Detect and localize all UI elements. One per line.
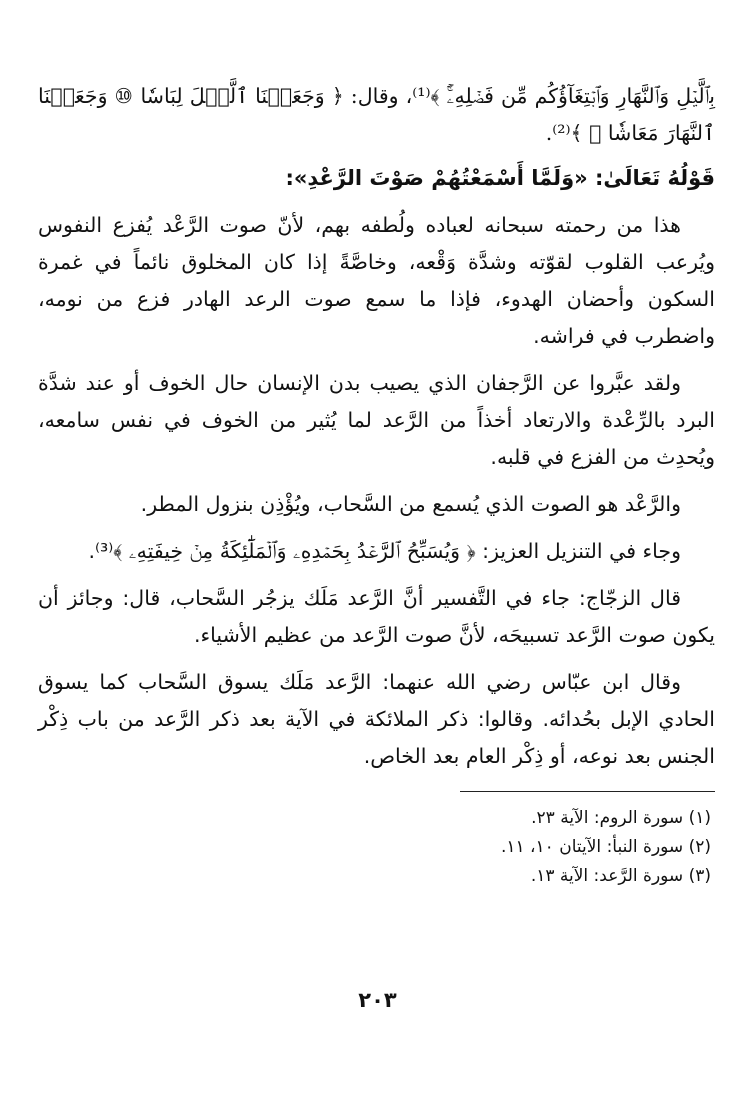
page-number: ٢٠٣ [358, 988, 397, 1012]
footnote-divider [460, 791, 715, 792]
paragraph-zajjaj: قال الزجّاج: جاء في التَّفسير أنَّ الرَّعد مَلَك يزجُر السَّحاب، قال: وجائز أن يكون صوت الرَّعد تسبيحَه، لأنَّ صوت الرَّعد من عظيم الأشياء. [38, 586, 715, 647]
paragraph-ibn-abbas: وقال ابن عبّاس رضي الله عنهما: الرَّعد مَلَك يسوق السَّحاب كما يسوق الحادي الإبل بحُدائه. وقالوا: ذكر الملائكة في الآية بعد ذكر الرَّعد من باب ذِكْر الجنس بعد نوعه، أو ذِكْر العام بعد الخاص. [38, 670, 715, 768]
paragraph-quran-citation: وجاء في التنزيل العزيز: ﴿ وَيُسَبِّحُ ٱلرَّعۡدُ بِحَمۡدِهِۦ وَٱلۡمَلَٰٓئِكَةُ مِنۡ خِيفَتِهِۦ ﴾⁽³⁾. [88, 539, 681, 563]
section-heading: قَوْلُهُ تَعَالَىٰ: «وَلَمَّا أَسْمَعْتُهُمْ صَوْتَ الرَّعْدِ»: [285, 166, 715, 190]
paragraph-trembling: ولقد عبَّروا عن الرَّجفان الذي يصيب بدن الإنسان حال الخوف أو عند شدَّة البرد بالرِّعْدة والارتعاد أخذاً من الرَّعد لما يُثير من الخوف في نفس سامعه، ويُحدِث من الفزع في قلبه. [38, 371, 715, 469]
paragraph-thunder-definition: والرَّعْد هو الصوت الذي يُسمع من السَّحاب، ويُؤْذِن بنزول المطر. [140, 492, 681, 516]
footnote-item: (٢) سورة النبأ: الآيتان ١٠، ١١. [500, 837, 711, 857]
footnote-item: (٣) سورة الرَّعد: الآية ١٣. [530, 866, 711, 886]
footnotes-list [38, 804, 715, 891]
quran-verse-continuation: بِٱلَّيۡلِ وَٱلنَّهَارِ وَٱبۡتِغَآؤُكُم مِّن فَضۡلِهِۦٓۚ ﴾⁽¹⁾، وقال: ﴿ وَجَعَلۡنَا ٱلَّيۡلَ لِبَاسٗا ⑩ وَجَعَلۡنَا ٱلنَّهَارَ مَعَاشٗا ⑪ ﴾⁽²⁾. [38, 84, 715, 145]
paragraph-mercy: هذا من رحمته سبحانه لعباده ولُطفه بهم، لأنّ صوت الرَّعْد يُفزع النفوس ويُرعب القلوب لقوّته وشدَّة وَقْعه، وخاصَّةً إذا كان المخلوق نائماً في غمرة السكون وأحضان الهدوء، فإذا ما سمع صوت الرعد الهادر فزع من نومه، واضطرب في فراشه. [38, 213, 715, 348]
footnote-item: (١) سورة الروم: الآية ٢٣. [531, 808, 711, 828]
